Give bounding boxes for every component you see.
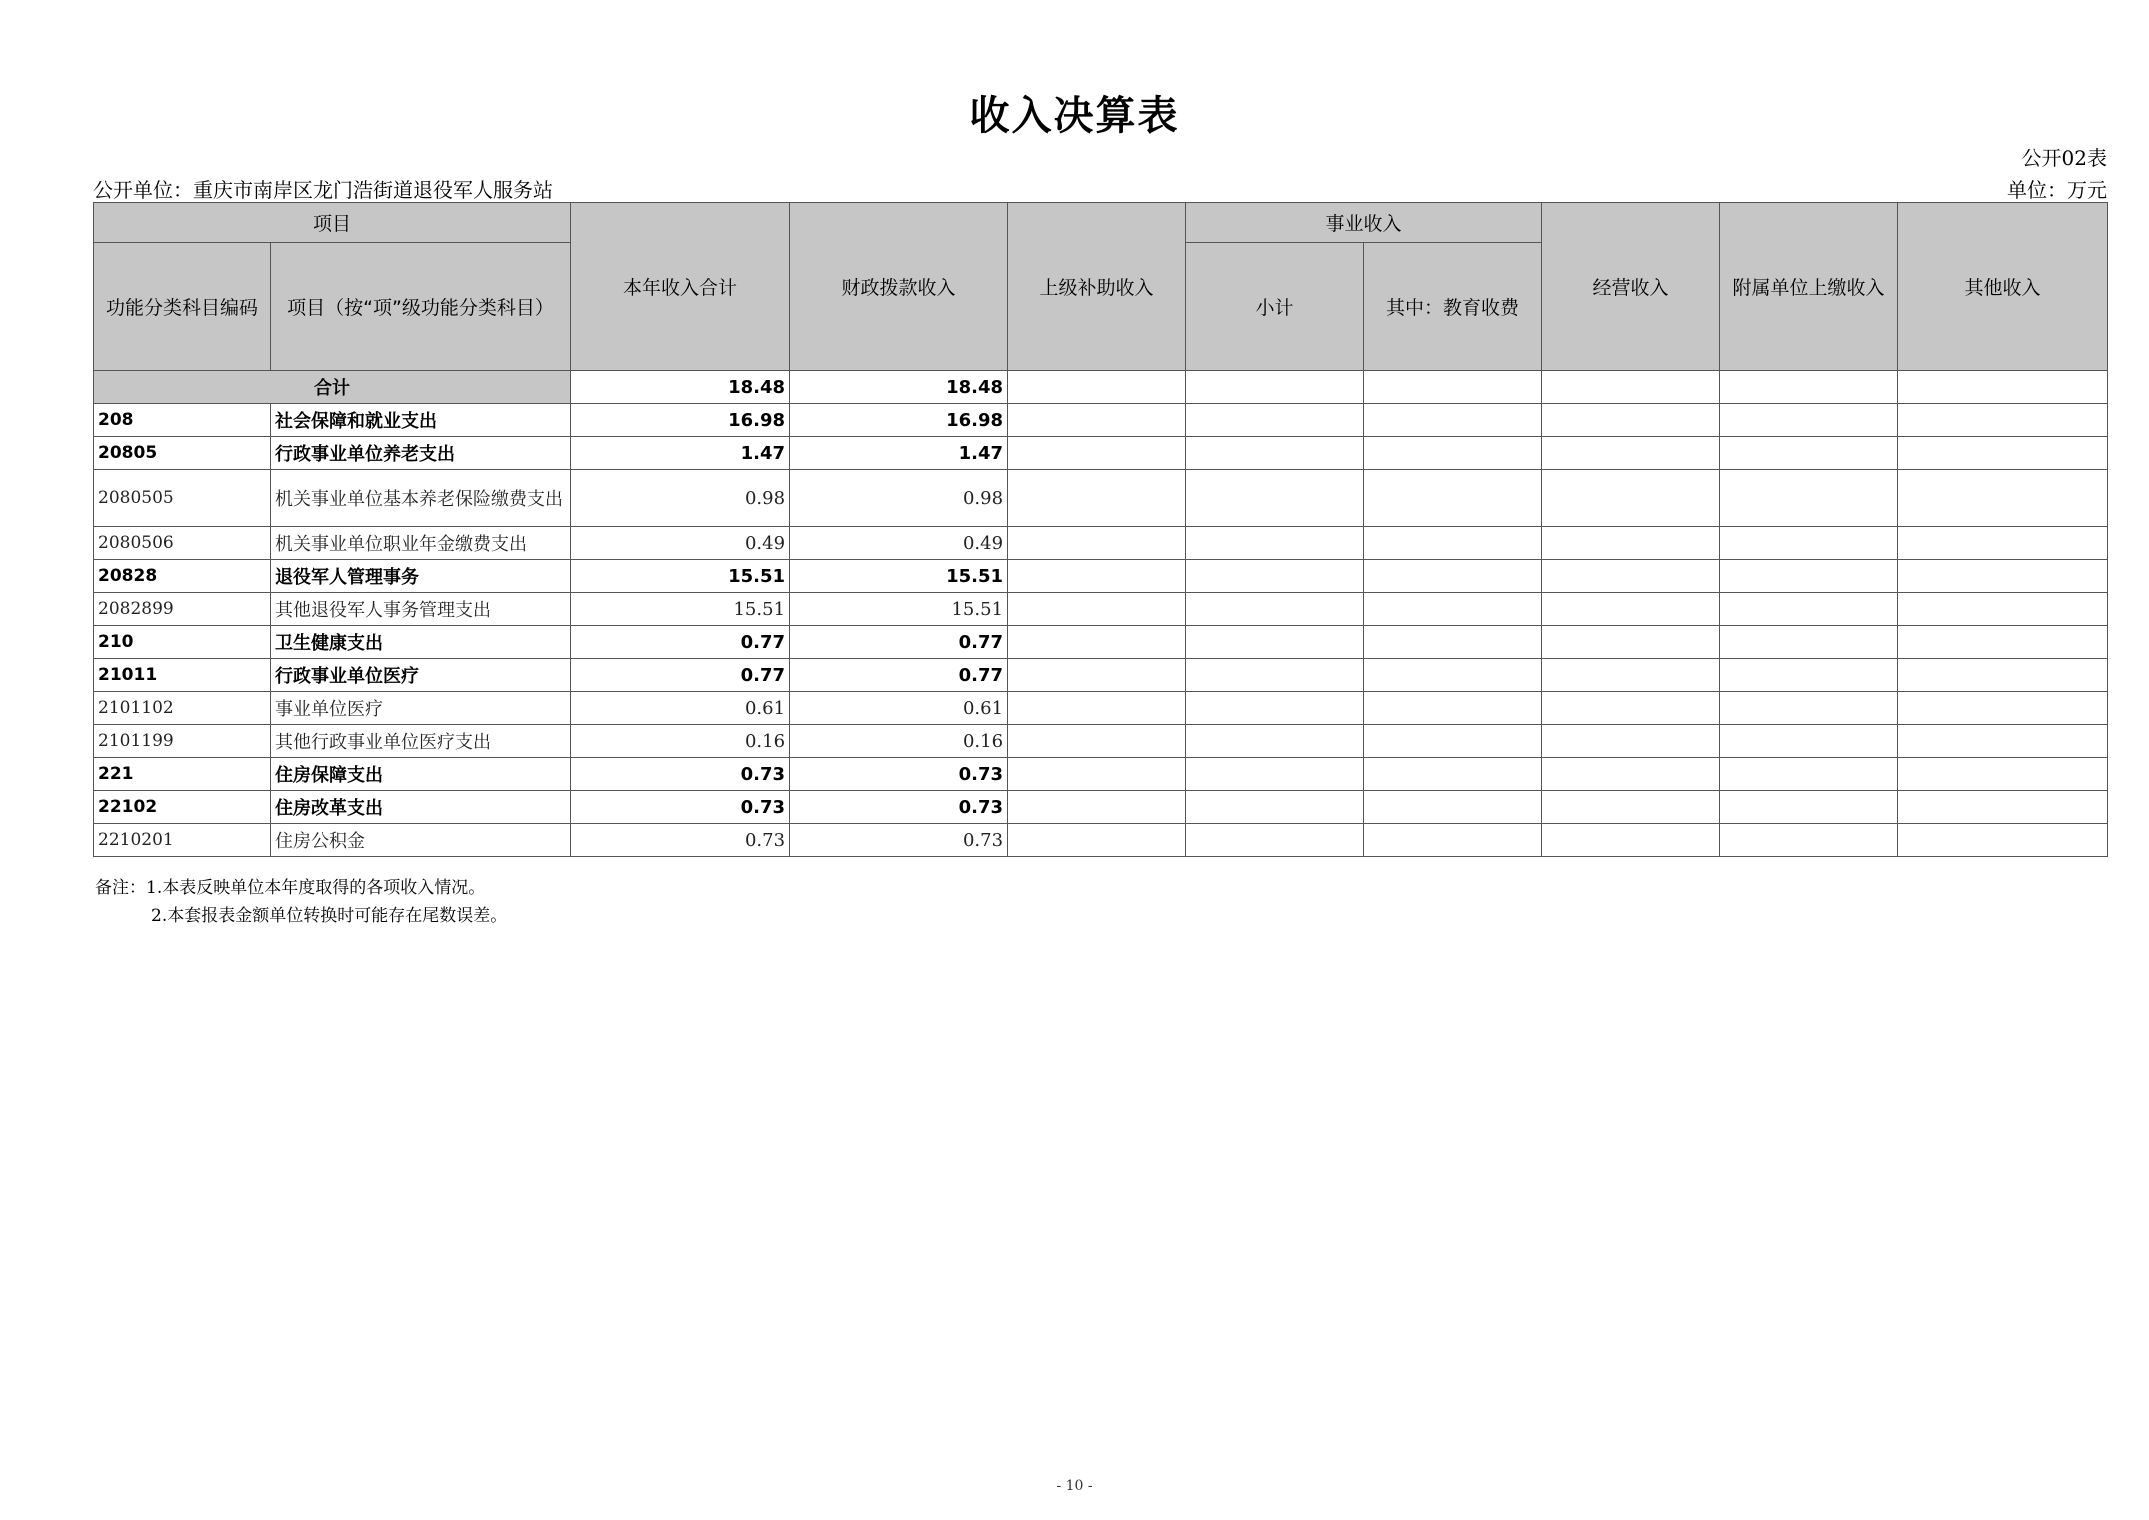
table-row (94, 560, 2108, 593)
empty-cell (1186, 725, 1364, 758)
name-cell: 其他行政事业单位医疗支出 (271, 725, 571, 758)
header-other: 其他收入 (1898, 203, 2108, 371)
empty-cell (1720, 527, 1898, 560)
empty-cell (1186, 824, 1364, 857)
name-cell: 行政事业单位医疗 (271, 659, 571, 692)
empty-cell (1364, 725, 1542, 758)
empty-cell (1186, 758, 1364, 791)
empty-cell (1364, 593, 1542, 626)
code-cell: 208 (94, 404, 271, 437)
name-cell: 住房公积金 (271, 824, 571, 857)
empty-cell (1186, 437, 1364, 470)
total-fiscal-cell: 18.48 (790, 371, 1008, 404)
header-fiscal: 财政拨款收入 (790, 203, 1008, 371)
header-operating: 经营收入 (1542, 203, 1720, 371)
empty-cell (1364, 692, 1542, 725)
total-income-cell: 15.51 (571, 560, 790, 593)
table-body (94, 371, 2108, 857)
total-income-cell: 0.73 (571, 791, 790, 824)
empty-cell (1008, 437, 1186, 470)
empty-cell (1720, 692, 1898, 725)
empty-cell (1364, 527, 1542, 560)
empty-cell (1008, 593, 1186, 626)
empty-cell (1008, 659, 1186, 692)
empty-cell (1186, 371, 1364, 404)
empty-cell (1364, 791, 1542, 824)
note-line-2: 2.本套报表金额单位转换时可能存在尾数误差。 (151, 906, 508, 926)
empty-cell (1720, 791, 1898, 824)
empty-cell (1542, 824, 1720, 857)
empty-cell (1364, 824, 1542, 857)
empty-cell (1364, 659, 1542, 692)
empty-cell (1542, 527, 1720, 560)
empty-cell (1720, 725, 1898, 758)
empty-cell (1720, 758, 1898, 791)
fiscal-cell: 16.98 (790, 404, 1008, 437)
fiscal-cell: 15.51 (790, 593, 1008, 626)
unit-line (93, 174, 2107, 200)
header-superior: 上级补助收入 (1008, 203, 1186, 371)
header-code: 功能分类科目编码 (94, 243, 271, 371)
notes (95, 874, 507, 930)
empty-cell (1364, 626, 1542, 659)
code-cell: 22102 (94, 791, 271, 824)
total-income-cell: 0.73 (571, 824, 790, 857)
empty-cell (1008, 791, 1186, 824)
table-row (94, 437, 2108, 470)
empty-cell (1008, 470, 1186, 527)
code-cell: 2080505 (94, 470, 271, 527)
empty-cell (1186, 593, 1364, 626)
empty-cell (1720, 371, 1898, 404)
total-income-cell: 0.49 (571, 527, 790, 560)
empty-cell (1898, 560, 2108, 593)
fiscal-cell: 15.51 (790, 560, 1008, 593)
income-table (93, 202, 2108, 857)
code-cell: 221 (94, 758, 271, 791)
header-item-group: 项目 (94, 203, 571, 243)
table-row (94, 758, 2108, 791)
empty-cell (1542, 437, 1720, 470)
name-cell: 其他退役军人事务管理支出 (271, 593, 571, 626)
empty-cell (1542, 560, 1720, 593)
fiscal-cell: 0.16 (790, 725, 1008, 758)
name-cell: 行政事业单位养老支出 (271, 437, 571, 470)
page-number: - 10 - (1056, 1478, 1093, 1494)
empty-cell (1720, 626, 1898, 659)
code-cell: 2080506 (94, 527, 271, 560)
empty-cell (1186, 791, 1364, 824)
fiscal-cell: 0.73 (790, 824, 1008, 857)
header-total: 本年收入合计 (571, 203, 790, 371)
total-income-cell: 16.98 (571, 404, 790, 437)
table-header (94, 203, 2108, 371)
empty-cell (1720, 470, 1898, 527)
total-income-cell: 0.98 (571, 470, 790, 527)
empty-cell (1186, 404, 1364, 437)
empty-cell (1898, 470, 2108, 527)
total-income-cell: 0.61 (571, 692, 790, 725)
empty-cell (1008, 626, 1186, 659)
empty-cell (1720, 593, 1898, 626)
empty-cell (1542, 692, 1720, 725)
name-cell: 退役军人管理事务 (271, 560, 571, 593)
empty-cell (1186, 692, 1364, 725)
empty-cell (1898, 791, 2108, 824)
header-business-group: 事业收入 (1186, 203, 1542, 243)
total-income-cell: 0.77 (571, 626, 790, 659)
empty-cell (1898, 527, 2108, 560)
empty-cell (1542, 371, 1720, 404)
empty-cell (1364, 758, 1542, 791)
empty-cell (1008, 371, 1186, 404)
code-cell: 20805 (94, 437, 271, 470)
table-row (94, 692, 2108, 725)
total-income-cell: 0.73 (571, 758, 790, 791)
empty-cell (1186, 527, 1364, 560)
name-cell: 事业单位医疗 (271, 692, 571, 725)
empty-cell (1008, 725, 1186, 758)
empty-cell (1008, 824, 1186, 857)
note-line-1: 备注：1.本表反映单位本年度取得的各项收入情况。 (95, 878, 486, 898)
total-income-cell: 0.16 (571, 725, 790, 758)
empty-cell (1364, 560, 1542, 593)
header-subtotal: 小计 (1186, 243, 1364, 371)
empty-cell (1008, 692, 1186, 725)
total-label: 合计 (94, 371, 571, 404)
empty-cell (1542, 758, 1720, 791)
fiscal-cell: 0.61 (790, 692, 1008, 725)
empty-cell (1542, 593, 1720, 626)
header-affiliated: 附属单位上缴收入 (1720, 203, 1898, 371)
table-row (94, 626, 2108, 659)
code-cell: 2101199 (94, 725, 271, 758)
fiscal-cell: 0.98 (790, 470, 1008, 527)
empty-cell (1186, 560, 1364, 593)
empty-cell (1186, 659, 1364, 692)
empty-cell (1364, 371, 1542, 404)
header-name: 项目（按“项”级功能分类科目） (271, 243, 571, 371)
code-cell: 2082899 (94, 593, 271, 626)
name-cell: 社会保障和就业支出 (271, 404, 571, 437)
empty-cell (1008, 527, 1186, 560)
empty-cell (1898, 371, 2108, 404)
table-row (94, 824, 2108, 857)
organization-label: 公开单位：重庆市南岸区龙门浩街道退役军人服务站 (93, 178, 553, 202)
empty-cell (1186, 470, 1364, 527)
name-cell: 机关事业单位基本养老保险缴费支出 (271, 470, 571, 527)
name-cell: 住房保障支出 (271, 758, 571, 791)
empty-cell (1720, 824, 1898, 857)
empty-cell (1364, 404, 1542, 437)
page-title: 收入决算表 (969, 93, 1180, 139)
empty-cell (1186, 626, 1364, 659)
code-cell: 21011 (94, 659, 271, 692)
table-row (94, 659, 2108, 692)
empty-cell (1720, 659, 1898, 692)
total-income-cell: 1.47 (571, 437, 790, 470)
empty-cell (1898, 593, 2108, 626)
empty-cell (1542, 725, 1720, 758)
empty-cell (1008, 560, 1186, 593)
empty-cell (1364, 437, 1542, 470)
total-row (94, 371, 2108, 404)
form-number: 公开02表 (2021, 146, 2107, 170)
total-income-cell: 15.51 (571, 593, 790, 626)
name-cell: 机关事业单位职业年金缴费支出 (271, 527, 571, 560)
empty-cell (1720, 437, 1898, 470)
table-row (94, 404, 2108, 437)
header-education: 其中：教育收费 (1364, 243, 1542, 371)
fiscal-cell: 0.73 (790, 758, 1008, 791)
empty-cell (1542, 470, 1720, 527)
empty-cell (1542, 791, 1720, 824)
empty-cell (1720, 560, 1898, 593)
fiscal-cell: 0.49 (790, 527, 1008, 560)
empty-cell (1898, 437, 2108, 470)
name-cell: 卫生健康支出 (271, 626, 571, 659)
empty-cell (1008, 404, 1186, 437)
empty-cell (1542, 626, 1720, 659)
table-row (94, 470, 2108, 527)
empty-cell (1542, 404, 1720, 437)
empty-cell (1364, 470, 1542, 527)
empty-cell (1542, 659, 1720, 692)
code-cell: 2101102 (94, 692, 271, 725)
name-cell: 住房改革支出 (271, 791, 571, 824)
fiscal-cell: 0.73 (790, 791, 1008, 824)
total-income-cell: 18.48 (571, 371, 790, 404)
empty-cell (1720, 404, 1898, 437)
table-row (94, 725, 2108, 758)
empty-cell (1898, 626, 2108, 659)
table-row (94, 593, 2108, 626)
table-row (94, 791, 2108, 824)
code-cell: 20828 (94, 560, 271, 593)
fiscal-cell: 0.77 (790, 626, 1008, 659)
fiscal-cell: 1.47 (790, 437, 1008, 470)
empty-cell (1898, 725, 2108, 758)
total-income-cell: 0.77 (571, 659, 790, 692)
empty-cell (1898, 404, 2108, 437)
code-cell: 2210201 (94, 824, 271, 857)
empty-cell (1898, 824, 2108, 857)
empty-cell (1008, 758, 1186, 791)
code-cell: 210 (94, 626, 271, 659)
empty-cell (1898, 692, 2108, 725)
currency-unit-label: 单位：万元 (2007, 178, 2107, 202)
empty-cell (1898, 659, 2108, 692)
table-row (94, 527, 2108, 560)
empty-cell (1898, 758, 2108, 791)
fiscal-cell: 0.77 (790, 659, 1008, 692)
